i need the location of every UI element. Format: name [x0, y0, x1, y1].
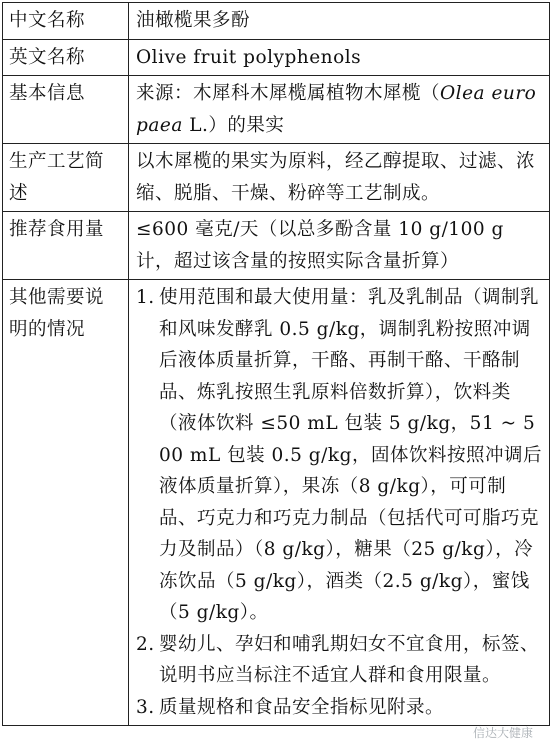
row-value-other — [129, 280, 550, 726]
list-item-text: 婴幼儿、孕妇和哺乳期妇女不宜食用，标签、说明书应当标注不适宜人群和食用限量。 — [159, 633, 540, 686]
row-value-dosage: ≤600 毫克/天（以总多酚含量 10 g/100 g 计，超过该含量的按照实际含量折算） — [129, 212, 550, 280]
row-value-process: 以木犀榄的果实为原料，经乙醇提取、过滤、浓缩、脱脂、干燥、粉碎等工艺制成。 — [129, 144, 550, 212]
list-item-number: 3. — [136, 696, 155, 718]
list-item-number: 2. — [136, 633, 155, 655]
list-item — [136, 692, 543, 724]
source-prefix: 来源：木犀科木犀榄属植物木犀榄（ — [136, 83, 441, 104]
watermark: 信达大健康 — [472, 726, 533, 740]
latin-species: europaea — [136, 83, 537, 136]
list-item-number: 1. — [136, 287, 155, 308]
row-value-en-name: Olive fruit polyphenols — [129, 39, 550, 76]
list-item-text: 质量规格和食品安全指标见附录。 — [159, 696, 445, 718]
latin-genus: Olea — [440, 83, 486, 104]
row-label-basic-info: 基本信息 — [3, 76, 129, 144]
table-row — [3, 280, 550, 726]
list-item — [136, 629, 543, 692]
table-row — [3, 212, 550, 280]
row-label-cn-name: 中文名称 — [3, 3, 129, 40]
table-row — [3, 76, 550, 144]
row-label-dosage: 推荐食用量 — [3, 212, 129, 280]
ingredient-info-table — [2, 2, 550, 726]
row-label-other: 其他需要说明的情况 — [3, 280, 129, 726]
table-row — [3, 39, 550, 76]
row-label-process: 生产工艺简述 — [3, 144, 129, 212]
table-row — [3, 3, 550, 40]
table-row — [3, 144, 550, 212]
notes-list — [136, 282, 543, 723]
source-suffix: L.）的果实 — [182, 114, 285, 136]
list-item — [136, 282, 543, 629]
row-label-en-name: 英文名称 — [3, 39, 129, 76]
row-value-basic-info — [129, 76, 550, 144]
row-value-cn-name: 油橄榄果多酚 — [129, 3, 550, 40]
list-item-text: 使用范围和最大使用量：乳及乳制品（调制乳和风味发酵乳 0.5 g/kg，调制乳粉按照冲调后液体质量折算，干酪、再制干酪、干酪制品、炼乳按照生乳原料倍数折算），饮料类（液体饮料 ≤50 mL 包装 5 g/kg，51 ~ 500 mL 包装 0.5 g/kg，固体饮料按照冲调后液体质量折算），果冻（8 g/kg），可可制品、巧克力和巧克力制品（包括代可可脂巧克力及制品）（8 g/kg），糖果（25 g/kg），冷冻饮品（5 g/kg），酒类（2.5 g/kg），蜜饯（5 g/kg）。 — [159, 287, 542, 623]
